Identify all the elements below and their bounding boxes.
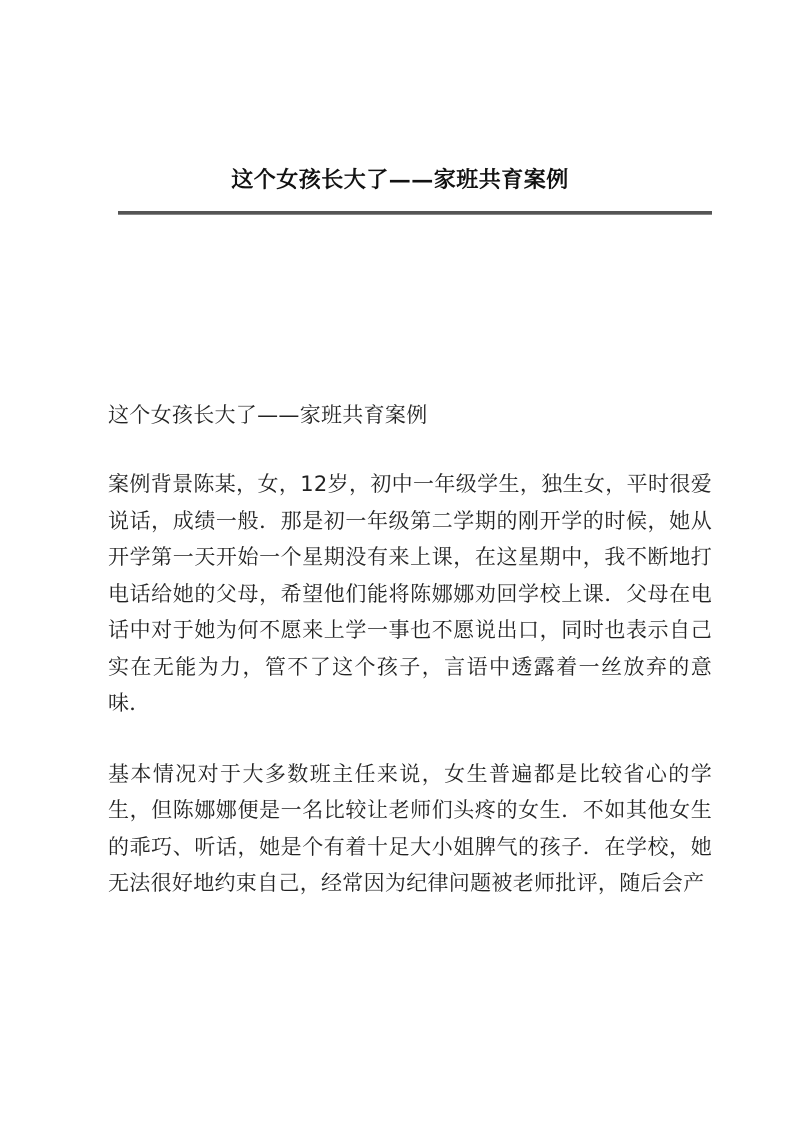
body-subtitle: 这个女孩长大了——家班共育案例 xyxy=(108,403,428,427)
paragraph-background: 案例背景陈某，女，12岁，初中一年级学生，独生女，平时很爱说话，成绩一般．那是初一年级第二学期的刚开学的时候，她从开学第一天开始一个星期没有来上课，在这星期中，我不断地打电话给她的父母，希望他们能将陈娜娜劝回学校上课．父母在电话中对于她为何不愿来上学一事也不愿说出口，同时也表示自己实在无能为力，管不了这个孩子，言语中透露着一丝放弃的意味． xyxy=(108,472,712,715)
document-title: 这个女孩长大了——家班共育案例 xyxy=(231,167,569,193)
document-body xyxy=(108,398,712,902)
title-divider xyxy=(118,211,712,215)
paragraph-basic-situation: 基本情况对于大多数班主任来说，女生普遍都是比较省心的学生，但陈娜娜便是一名比较让老师们头疼的女生．不如其他女生的乖巧、听话，她是个有着十足大小姐脾气的孩子．在学校，她无法很好地约束自己，经常因为纪律问题被老师批评，随后会产 xyxy=(108,761,712,895)
